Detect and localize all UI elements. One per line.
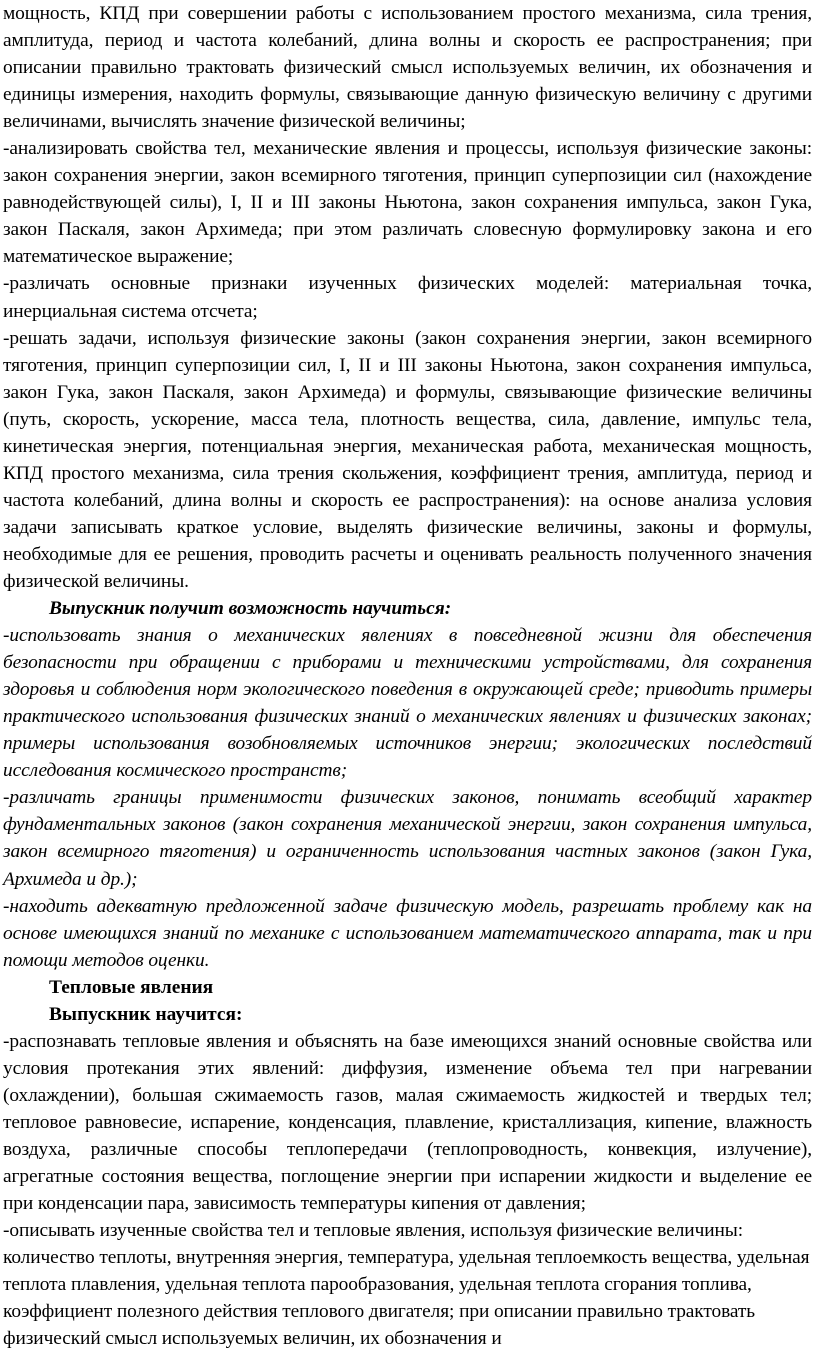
paragraph-applicability-limits: -различать границы применимости физических законов, понимать всеобщий характер фундаментальных законов (закон сохранения механической энергии, закон сохранения импульса, закон всемирного тяготения) и ограниченность использования частных законов (закон Гука, Архимеда и др.); [3, 787, 812, 890]
paragraph-recognize-thermal: -распознавать тепловые явления и объяснять на базе имеющихся знаний основные свойства или условия протекания этих явлений: диффузия, изменение объема тел при нагревании (охлаждении), большая сжимаемость газов, малая сжимаемость жидкостей и твердых тел; тепловое равновесие, испарение, конденсация, плавление, кристаллизация, кипение, влажность воздуха, различные способы теплопередачи (теплопроводность, конвекция, излучение), агрегатные состояния вещества, поглощение энергии при испарении жидкости и выделение ее при конденсации пара, зависимость температуры кипения от давления; [3, 1030, 812, 1215]
paragraph-solve-problems: -решать задачи, используя физические законы (закон сохранения энергии, закон всемирного тяготения, принцип суперпозиции сил, I, II и III законы Ньютона, закон сохранения импульса, закон Гука, закон Паскаля, закон Архимеда) и формулы, связывающие физические величины (путь, скорость, ускорение, масса тела, плотность вещества, сила, давление, импульс тела, кинетическая энергия, потенциальная энергия, механическая работа, механическая мощность, КПД простого механизма, сила трения скольжения, коэффициент трения, амплитуда, период и частота колебаний, длина волны и скорость ее распространения): на основе анализа условия задачи записывать краткое условие, выделять физические величины, законы и формулы, необходимые для ее решения, проводить расчеты и оценивать реальность полученного значения физической величины. [3, 327, 812, 592]
paragraph-use-knowledge: -использовать знания о механических явлениях в повседневной жизни для обеспечения безопасности при обращении с приборами и техническими устройствами, для сохранения здоровья и соблюдения норм экологического поведения в окружающей среде; приводить примеры практического использования физических знаний о механических явлениях и физических законах; примеры использования возобновляемых источников энергии; экологических последствий исследования космического пространств; [3, 625, 812, 782]
paragraph-describe-properties: -описывать изученные свойства тел и тепловые явления, используя физические величины: количество теплоты, внутренняя энергия, температура, удельная теплоемкость вещества, удельная теплота плавления, удельная теплота парообразования, удельная теплота сгорания топлива, коэффициент полезного действия теплового двигателя; при описании правильно трактовать физический смысл используемых величин, их обозначения и [3, 1220, 810, 1350]
heading-thermal-phenomena: Тепловые явления [49, 976, 214, 998]
paragraph-distinguish-models: -различать основные признаки изученных физических моделей: материальная точка, инерциальная система отсчета; [3, 273, 812, 322]
paragraph-find-model: -находить адекватную предложенной задаче физическую модель, разрешать проблему как на основе имеющихся знаний по механике с использованием математического аппарата, так и при помощи методов оценки. [3, 895, 812, 971]
heading-graduate-will-have-opportunity: Выпускник получит возможность научиться: [49, 598, 452, 620]
heading-graduate-will-learn: Выпускник научится: [49, 1003, 243, 1025]
paragraph-analyze-properties: -анализировать свойства тел, механические явления и процессы, используя физические законы: закон сохранения энергии, закон всемирного тяготения, принцип суперпозиции сил (нахождение равнодействующей силы), I, II и III законы Ньютона, закон сохранения импульса, закон Гука, закон Паскаля, закон Архимеда; при этом различать словесную формулировку закона и его математическое выражение; [3, 138, 812, 268]
paragraph-continuation: мощность, КПД при совершении работы с использованием простого механизма, сила трения, амплитуда, период и частота колебаний, длина волны и скорость ее распространения; при описании правильно трактовать физический смысл используемых величин, их обозначения и единицы измерения, находить формулы, связывающие данную физическую величину с другими величинами, вычислять значение физической величины; [3, 3, 812, 133]
